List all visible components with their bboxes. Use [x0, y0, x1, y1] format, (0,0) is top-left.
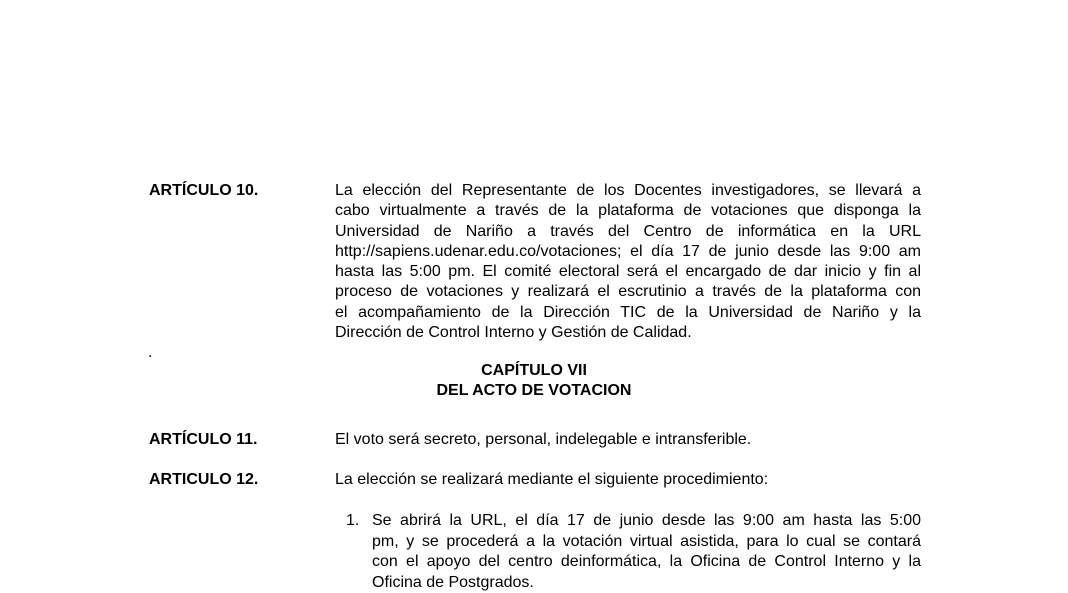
article-11-label: ARTÍCULO 11. [149, 430, 257, 450]
list-item-line: Oficina de Postgrados. [372, 573, 921, 593]
article-10-line: Dirección de Control Interno y Gestión de Calidad. [335, 323, 921, 343]
chapter-number: CAPÍTULO VII [0, 361, 1068, 381]
article-10-body [335, 181, 921, 343]
list-item-number: 1. [346, 511, 359, 531]
article-10-line: cabo virtualmente a través de la plataforma de votaciones que disponga la [335, 201, 921, 221]
article-10-line: proceso de votaciones y realizará el escrutinio a través de la plataforma con [335, 282, 921, 302]
article-12-label: ARTICULO 12. [149, 470, 258, 490]
list-item-line: pm, y se procederá a la votación virtual asistida, para lo cual se contará [372, 532, 921, 553]
article-10-label: ARTÍCULO 10. [149, 181, 258, 201]
chapter-title: DEL ACTO DE VOTACION [0, 381, 1068, 401]
list-item-line: Se abrirá la URL, el día 17 de junio desde las 9:00 am hasta las 5:00 [372, 511, 921, 532]
article-10-line: el acompañamiento de la Dirección TIC de la Universidad de Nariño y la [335, 303, 921, 323]
article-10-line: La elección del Representante de los Docentes investigadores, se llevará a [335, 181, 921, 201]
article-10-line: hasta las 5:00 pm. El comité electoral será el encargado de dar inicio y fin al [335, 262, 921, 282]
article-12-text: La elección se realizará mediante el siguiente procedimiento: [335, 470, 768, 490]
article-11-text: El voto será secreto, personal, indelegable e intransferible. [335, 430, 751, 450]
stray-dot: . [148, 343, 152, 363]
article-10-line: http://sapiens.udenar.edu.co/votaciones; el día 17 de junio desde las 9:00 am [335, 242, 921, 262]
list-item-line: con el apoyo del centro deinformática, la Oficina de Control Interno y la [372, 552, 921, 573]
list-item [372, 511, 921, 593]
article-10-line: Universidad de Nariño a través del Centro de informática en la URL [335, 222, 921, 242]
